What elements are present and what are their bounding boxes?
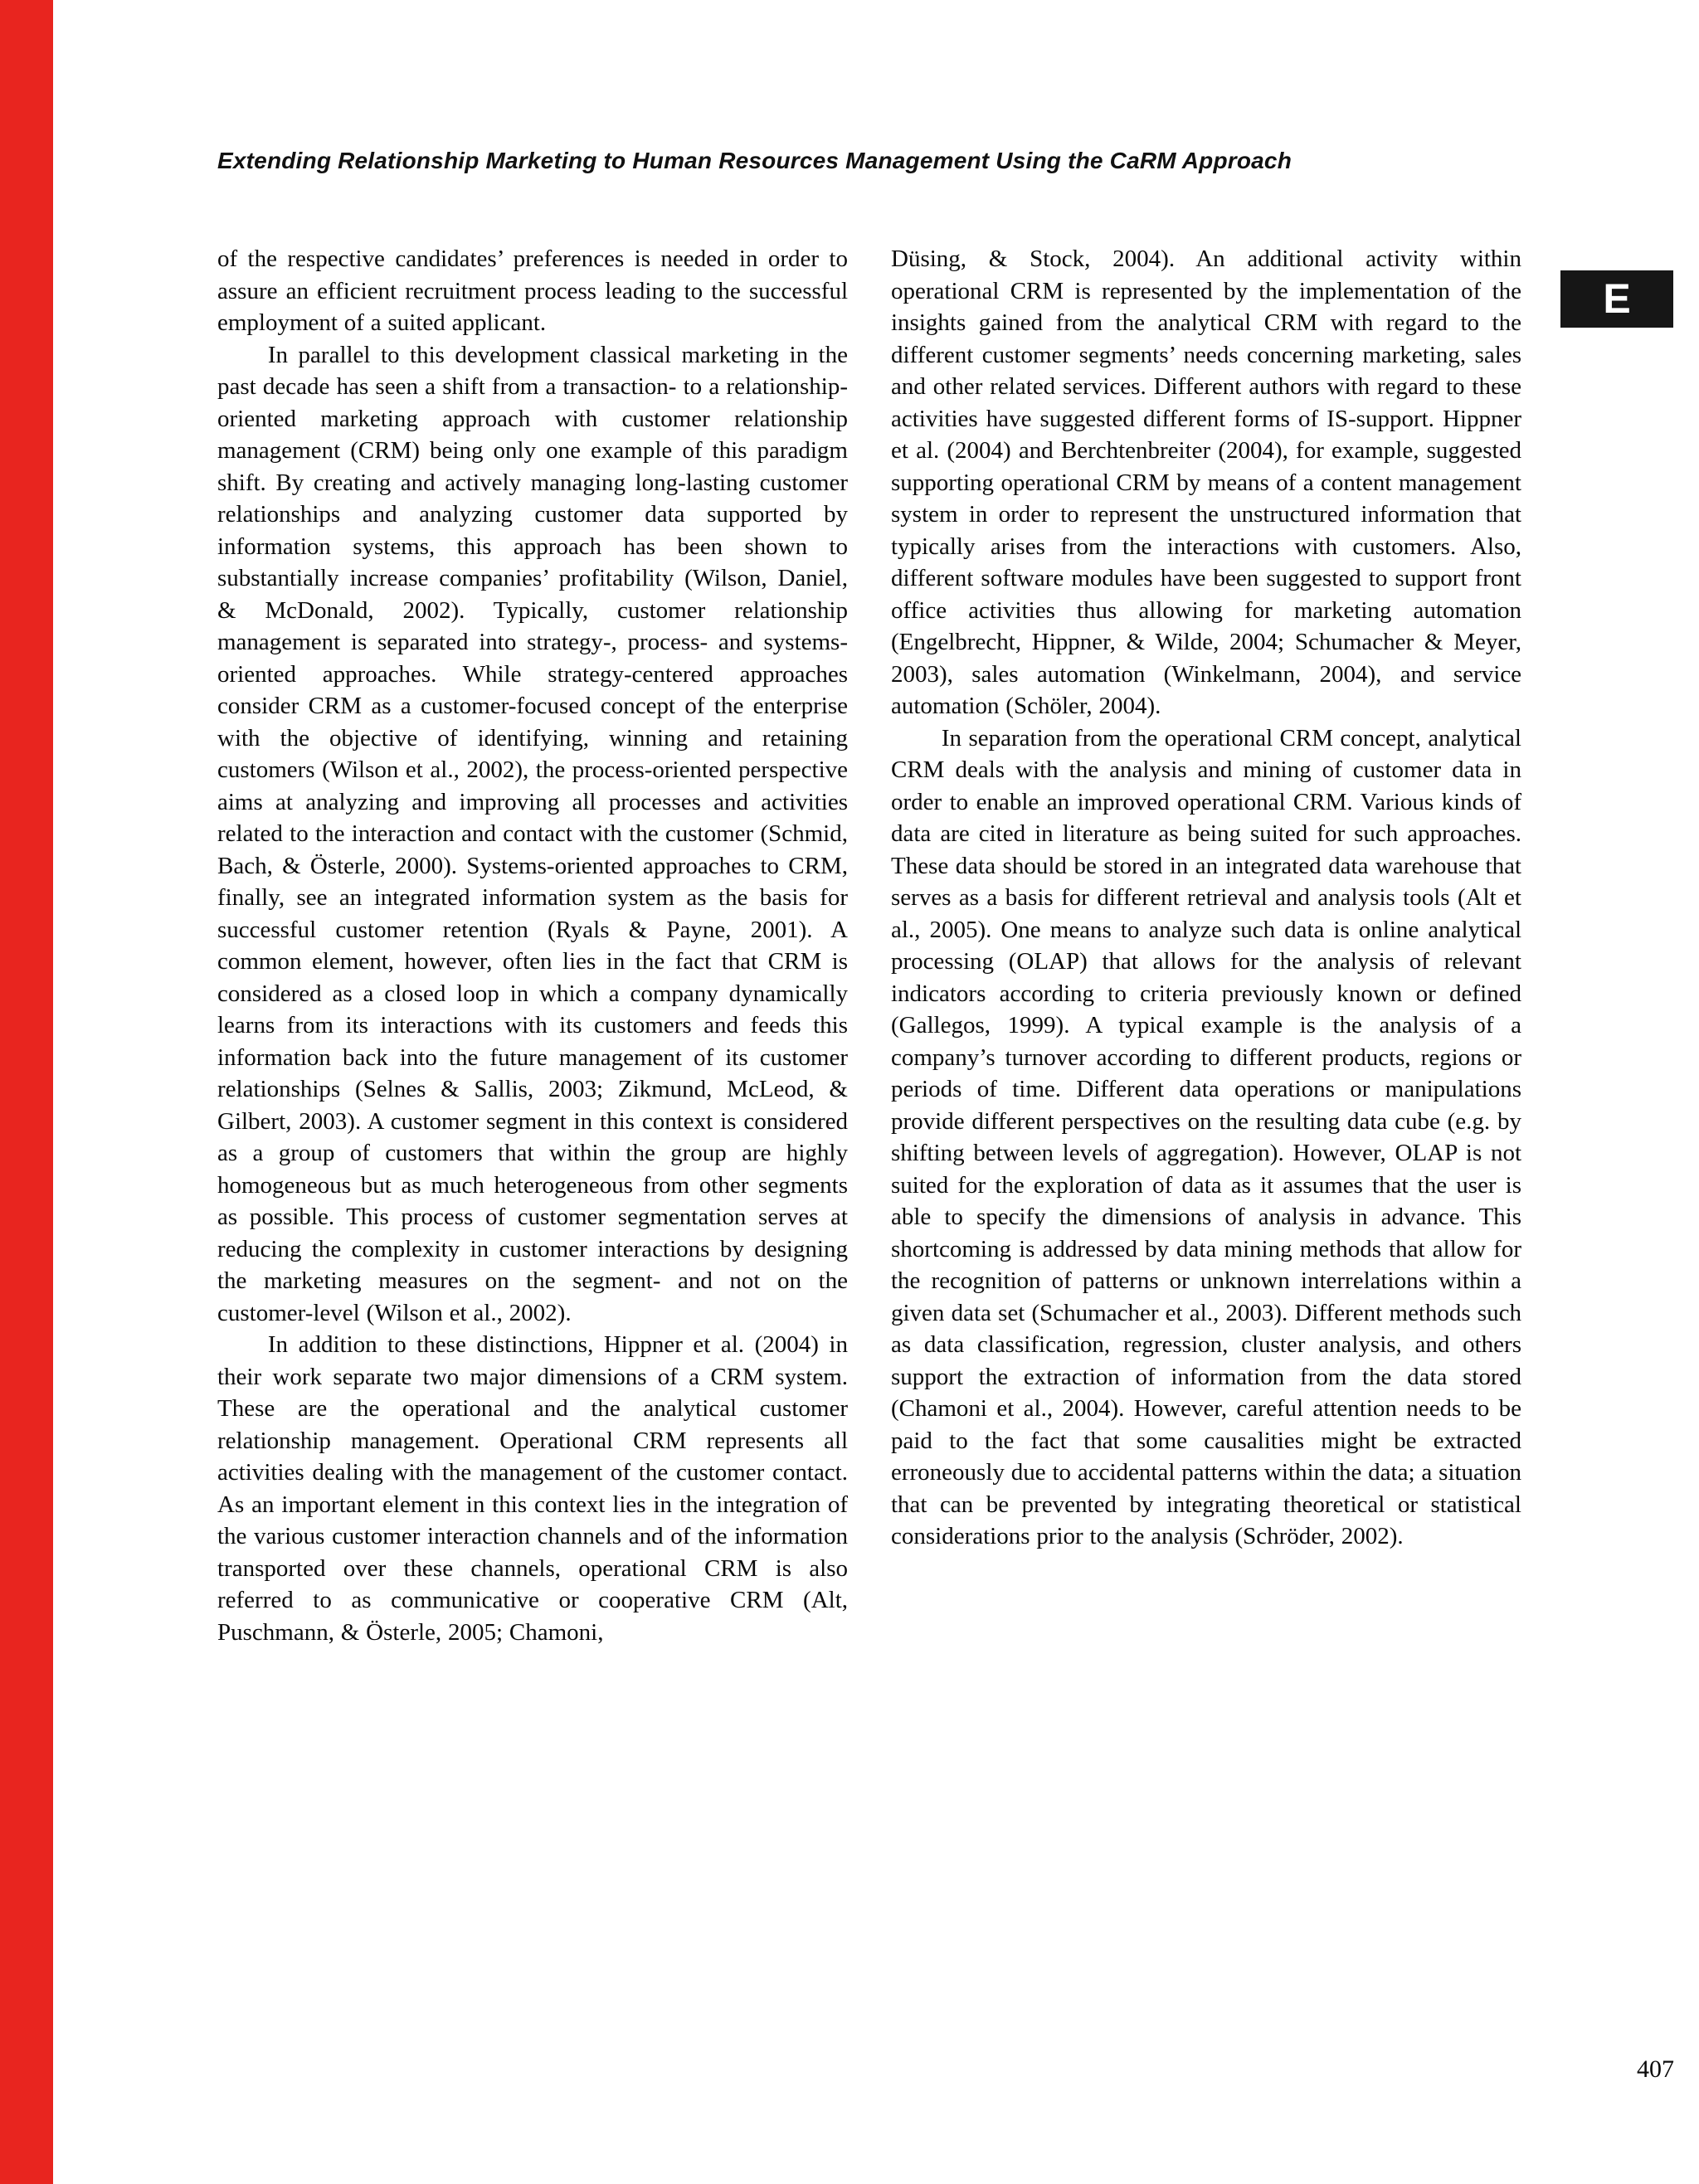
left-column [217, 243, 848, 1648]
red-spine-bar [0, 0, 53, 2184]
page-number: 407 [1637, 2055, 1674, 2083]
paragraph: In separation from the operational CRM concept, analytical CRM deals with the analysis and mining of customer data in order to enable an improved operational CRM. Various kinds of data are cited in literature as being suited for such approaches. These data should be stored in an integrated data warehouse that serves as a basis for different retrieval and analysis tools (Alt et al., 2005). One means to analyze such data is online analytical processing (OLAP) that allows for the analysis of relevant indicators according to criteria previously known or defined (Gallegos, 1999). A typical example is the analysis of a company’s turnover according to different products, regions or periods of time. Different data operations or manipulations provide different perspectives on the resulting data cube (e.g. by shifting between levels of aggregation). However, OLAP is not suited for the exploration of data as it assumes that the user is able to specify the dimensions of analysis in advance. This shortcoming is addressed by data mining methods that allow for the recognition of patterns or unknown interrelations within a given data set (Schumacher et al., 2003). Different methods such as data classification, regression, cluster analysis, and others support the extraction of information from the data stored (Chamoni et al., 2004). However, careful attention needs to be paid to the fact that some causalities might be extracted erroneously due to accidental patterns within the data; a situation that can be prevented by integrating theoretical or statistical considerations prior to the analysis (Schröder, 2002). [891, 724, 1521, 1549]
tab-letter: E [1603, 275, 1631, 322]
right-column [891, 243, 1521, 1553]
paragraph: Düsing, & Stock, 2004). An additional activity within operational CRM is represented by the implementation of the insights gained from the analytical CRM with regard to the different customer segments’ needs concerning marketing, sales and other related services. Different authors with regard to these activities have suggested different forms of IS-support. Hippner et al. (2004) and Berchtenbreiter (2004), for example, suggested supporting operational CRM by means of a content management system in order to represent the unstructured information that typically arises from the interactions with customers. Also, different software modules have been suggested to support front office activities thus allowing for marketing automation (Engelbrecht, Hippner, & Wilde, 2004; Schumacher & Meyer, 2003), sales automation (Winkelmann, 2004), and service automation (Schöler, 2004). [891, 246, 1521, 719]
chapter-index-tab [1560, 270, 1673, 328]
running-header: Extending Relationship Marketing to Human Resources Management Using the CaRM Approach [217, 148, 1293, 173]
paragraph: of the respective candidates’ preferences is needed in order to assure an efficient recruitment process leading to the successful employment of a suited applicant. [217, 246, 848, 336]
paragraph: In parallel to this development classical marketing in the past decade has seen a shift from a transaction- to a relationship-oriented marketing approach with customer relationship management (CRM) being only one example of this paradigm shift. By creating and actively managing long-lasting customer relationships and analyzing customer data supported by information systems, this approach has been shown to substantially increase companies’ profitability (Wilson, Daniel, & McDonald, 2002). Typically, customer relationship management is separated into strategy-, process- and systems-oriented approaches. While strategy-centered approaches consider CRM as a customer-focused concept of the enterprise with the objective of identifying, winning and retaining customers (Wilson et al., 2002), the process-oriented perspective aims at analyzing and improving all processes and activities related to the interaction and contact with the customer (Schmid, Bach, & Österle, 2000). Systems-oriented approaches to CRM, finally, see an integrated information system as the basis for successful customer retention (Ryals & Payne, 2001). A common element, however, often lies in the fact that CRM is considered as a closed loop in which a company dynamically learns from its interactions with its customers and feeds this information back into the future management of its customer relationships (Selnes & Sallis, 2003; Zikmund, McLeod, & Gilbert, 2003). A customer segment in this context is considered as a group of customers that within the group are highly homogeneous but as much heterogeneous from other segments as possible. This process of customer segmentation serves at reducing the complexity in customer interactions by designing the marketing measures on the segment- and not on the customer-level (Wilson et al., 2002). [217, 341, 848, 1326]
paragraph: In addition to these distinctions, Hippner et al. (2004) in their work separate two major dimensions of a CRM system. These are the operational and the analytical customer relationship management. Operational CRM represents all activities dealing with the management of the customer contact. As an important element in this context lies in the integration of the various customer interaction channels and of the information transported over these channels, operational CRM is also referred to as communicative or cooperative CRM (Alt, Puschmann, & Österle, 2005; Chamoni, [217, 1331, 848, 1646]
